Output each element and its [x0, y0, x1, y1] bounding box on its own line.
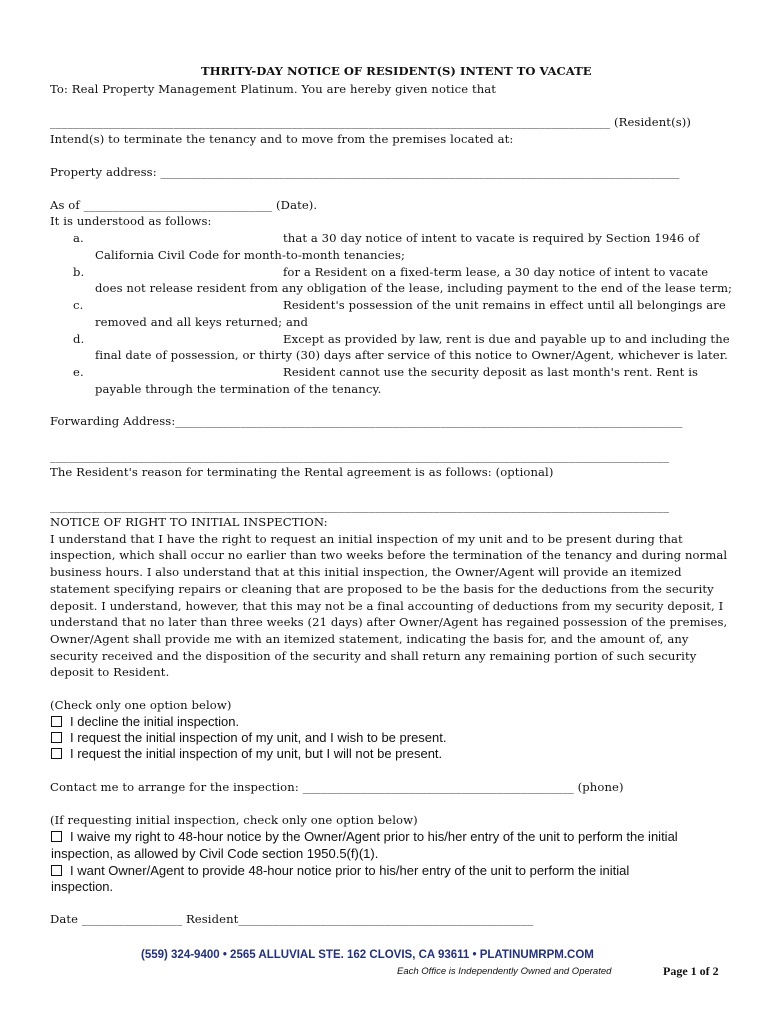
item-a-text-cont: California Civil Code for month-to-month tenancies;: [95, 248, 406, 262]
item-c-text: Resident's possession of the unit remains in effect until all belongings are: [283, 298, 726, 312]
as-of-date-field[interactable]: As of ________________________________ (Date).: [50, 198, 318, 212]
checkbox[interactable]: [51, 831, 62, 842]
contact-phone-field[interactable]: Contact me to arrange for the inspection: ______________________________________________ (phone): [50, 780, 624, 794]
notice-line: Owner/Agent shall provide me with an itemized statement, indicating the basis for, and the amount of, any: [50, 632, 689, 646]
item-d-text: Except as provided by law, rent is due and payable up to and including the: [283, 332, 730, 346]
notice-line: understand that no later than three weeks (21 days) after Owner/Agent has regained possession of the premises,: [50, 615, 728, 629]
notice-line: inspection, which shall occur no earlier than two weeks before the termination of the tenancy and during normal: [50, 548, 728, 562]
item-a-text: that a 30 day notice of intent to vacate is required by Section 1946 of: [283, 231, 700, 245]
option-label: I request the initial inspection of my unit, and I wish to be present.: [70, 730, 447, 745]
item-b-letter: b.: [73, 265, 85, 279]
understood-heading: It is understood as follows:: [50, 214, 212, 228]
checkbox[interactable]: [51, 865, 62, 876]
footer-contact: (559) 324-9400 • 2565 ALLUVIAL STE. 162 CLOVIS, CA 93611 • PLATINUMRPM.COM: [141, 949, 594, 961]
item-e-text: Resident cannot use the security deposit as last month's rent. Rent is: [283, 365, 699, 379]
notice-line: deposit to Resident.: [50, 665, 170, 679]
option-want-notice[interactable]: [51, 863, 629, 878]
item-c-letter: c.: [73, 298, 84, 312]
checkbox[interactable]: [51, 716, 62, 727]
option-want-notice-cont: inspection.: [51, 879, 114, 894]
item-a-letter: a.: [73, 231, 84, 245]
footer-note: Each Office is Independently Owned and Operated: [397, 966, 612, 977]
notice-line: business hours. I also understand that at this initial inspection, the Owner/Agent will provide an itemized: [50, 565, 682, 579]
option-waive-notice-cont: inspection, as allowed by Civil Code section 1950.5(f)(1).: [51, 846, 379, 861]
to-line: To: Real Property Management Platinum. You are hereby given notice that: [50, 82, 497, 96]
option-request-present[interactable]: [51, 730, 447, 745]
option-label: I want Owner/Agent to provide 48-hour notice prior to his/her entry of the unit to perform the initial: [70, 863, 630, 878]
item-d-text-cont: final date of possession, or thirty (30) days after service of this notice to Owner/Agent, whichever is later.: [95, 348, 728, 362]
item-e-text-cont: payable through the termination of the tenancy.: [95, 382, 382, 396]
item-b-text: for a Resident on a fixed-term lease, a 30 day notice of intent to vacate: [283, 265, 709, 279]
page-number: Page 1 of 2: [663, 964, 719, 978]
date-resident-signature-field[interactable]: Date _________________ Resident__________________________________________________: [50, 912, 534, 926]
item-d-letter: d.: [73, 332, 85, 346]
page-title: THRITY-DAY NOTICE OF RESIDENT(S) INTENT TO VACATE: [201, 64, 592, 78]
notice-line: security received and the disposition of the security and shall return any remaining portion of such security: [50, 649, 697, 663]
checkbox[interactable]: [51, 732, 62, 743]
notice-heading: NOTICE OF RIGHT TO INITIAL INSPECTION:: [50, 515, 328, 529]
reason-field[interactable]: _________________________________________________________________________________________________________: [50, 499, 670, 513]
option-label: I waive my right to 48-hour notice by the Owner/Agent prior to his/her entry of the unit to perform the initial: [70, 829, 678, 844]
item-c-text-cont: removed and all keys returned; and: [95, 315, 309, 329]
option-request-not-present[interactable]: [51, 746, 442, 761]
item-e-letter: e.: [73, 365, 84, 379]
if-requesting-label: (If requesting initial inspection, check only one option below): [50, 813, 418, 827]
property-address-field[interactable]: Property address: ________________________________________________________________________________________: [50, 165, 680, 179]
notice-line: deposit. I understand, however, that this may not be a final accounting of deductions from my security deposit, I: [50, 599, 724, 613]
forwarding-address-field[interactable]: Forwarding Address:______________________________________________________________________________________: [50, 414, 683, 428]
option-waive-notice[interactable]: [51, 829, 678, 844]
option-decline[interactable]: [51, 714, 239, 729]
notice-line: statement specifying repairs or cleaning that are proposed to be the basis for the deductions from the security: [50, 582, 714, 596]
resident-name-field[interactable]: _______________________________________________________________________________________________ (Resident(s)): [50, 115, 691, 129]
reason-label: The Resident's reason for terminating the Rental agreement is as follows: (optional): [50, 465, 554, 479]
forwarding-address-field-2[interactable]: _________________________________________________________________________________________________________: [50, 449, 670, 463]
item-b-text-cont: does not release resident from any obligation of the lease, including payment to the end of the lease term;: [95, 281, 733, 295]
checkbox[interactable]: [51, 748, 62, 759]
option-label: I decline the initial inspection.: [70, 714, 240, 729]
option-label: I request the initial inspection of my unit, but I will not be present.: [70, 746, 443, 761]
intend-line: Intend(s) to terminate the tenancy and to move from the premises located at:: [50, 132, 514, 146]
notice-line: I understand that I have the right to request an initial inspection of my unit and to be present during that: [50, 532, 683, 546]
check-one-label: (Check only one option below): [50, 698, 232, 712]
